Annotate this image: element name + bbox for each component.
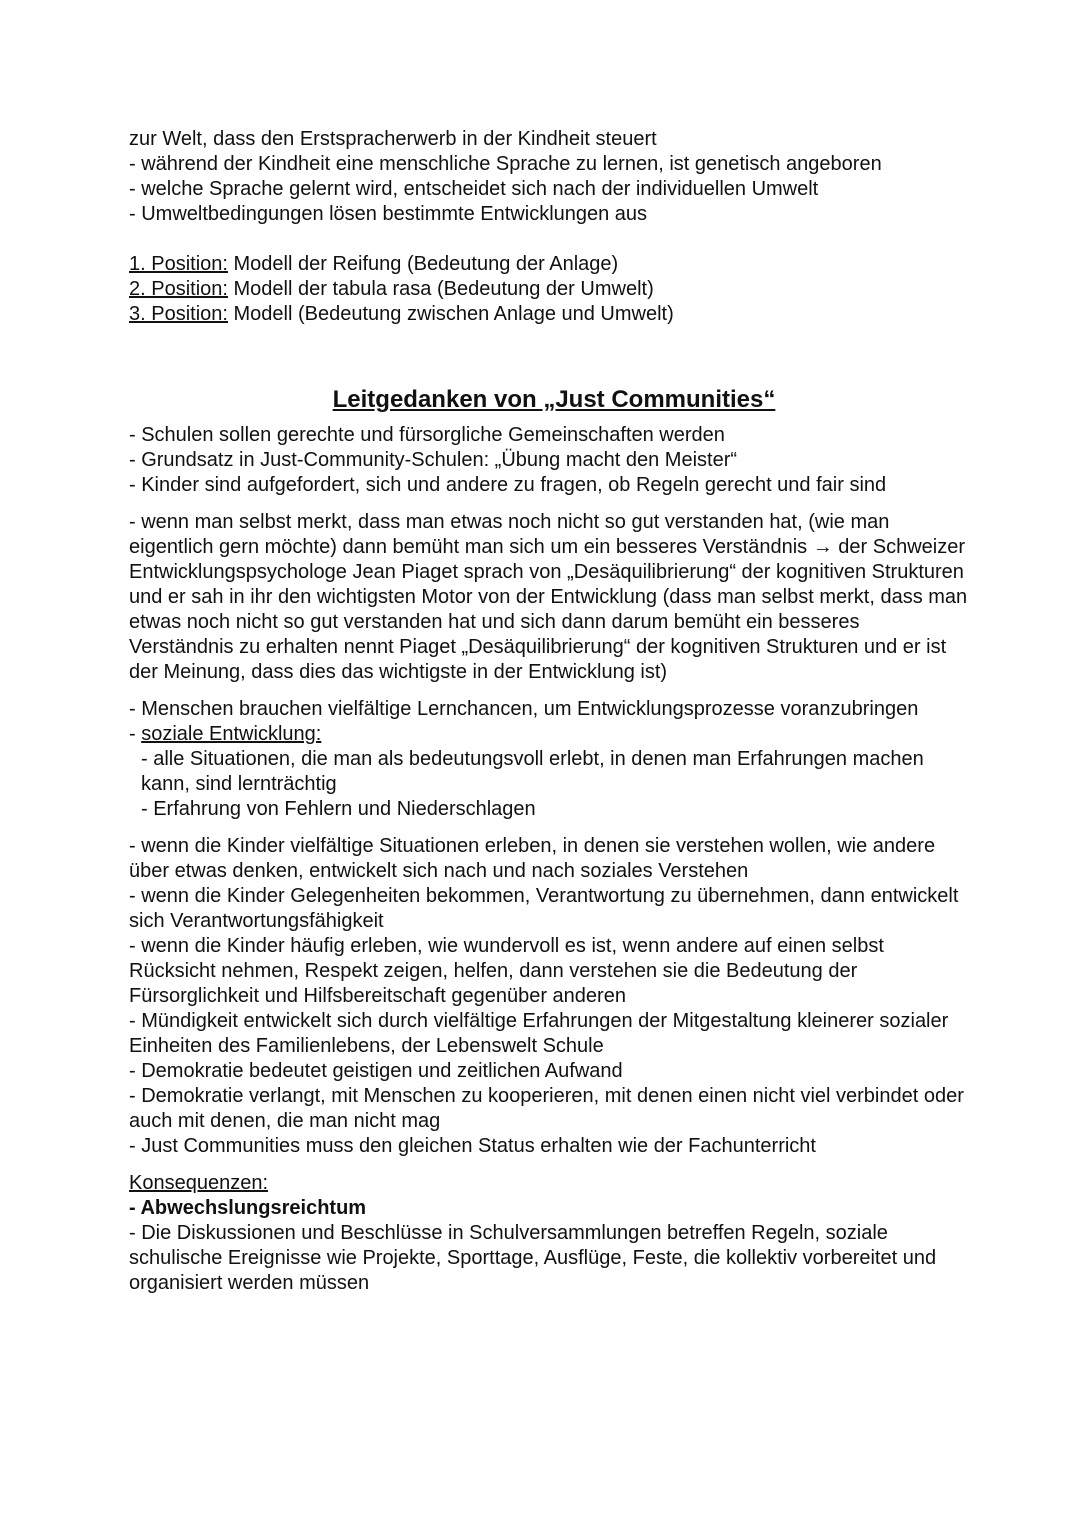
consequences-block: [129, 1171, 969, 1296]
position-text: Modell der tabula rasa (Bedeutung der Umwelt): [227, 278, 654, 300]
social-development-heading: [129, 722, 969, 747]
intro-line: zur Welt, dass den Erstspracherwerb in der Kindheit steuert: [129, 128, 657, 150]
principles-block: [129, 423, 969, 498]
consequences-heading: Konsequenzen:: [129, 1172, 269, 1194]
consequences-text: - Die Diskussionen und Beschlüsse in Schulversammlungen betreffen Regeln, soziale schulische Ereignisse wie Projekte, Sporttage, Ausflüge, Feste, die kollektiv vorbereitet und organisiert werden müssen: [129, 1222, 937, 1294]
principle-item: - Kinder sind aufgefordert, sich und andere zu fragen, ob Regeln gerecht und fair sind: [129, 474, 887, 496]
position-label: 3. Position:: [129, 303, 228, 325]
development-item: - Just Communities muss den gleichen Status erhalten wie der Fachunterricht: [129, 1135, 816, 1157]
position-label: 1. Position:: [129, 253, 228, 275]
learning-block: [129, 697, 969, 822]
position-text: Modell (Bedeutung zwischen Anlage und Umwelt): [227, 303, 674, 325]
position-label: 2. Position:: [129, 278, 228, 300]
document-page: [129, 127, 969, 1296]
intro-line: - während der Kindheit eine menschliche Sprache zu lernen, ist genetisch angeboren: [129, 153, 882, 175]
development-item: - wenn die Kinder häufig erleben, wie wundervoll es ist, wenn andere auf einen selbst Rücksicht nehmen, Respekt zeigen, helfen, dann verstehen sie die Bedeutung der Fürsorglichkeit und Hilfsbereitschaft gegenüber anderen: [129, 935, 884, 1007]
development-item: - Demokratie verlangt, mit Menschen zu kooperieren, mit denen einen nicht viel verbindet oder auch mit denen, die man nicht mag: [129, 1085, 964, 1132]
development-item: - wenn die Kinder vielfältige Situationen erleben, in denen sie verstehen wollen, wie andere über etwas denken, entwickelt sich nach und nach soziales Verstehen: [129, 835, 936, 882]
development-item: - Demokratie bedeutet geistigen und zeitlichen Aufwand: [129, 1060, 623, 1082]
intro-section: [129, 127, 969, 227]
bullet-prefix: -: [129, 723, 142, 745]
section-title: Leitgedanken von „Just Communities“: [332, 386, 776, 413]
consequences-bold-item: - Abwechslungsreichtum: [129, 1197, 367, 1219]
development-item: - wenn die Kinder Gelegenheiten bekommen, Verantwortung zu übernehmen, dann entwickelt sich Verantwortungsfähigkeit: [129, 885, 959, 932]
development-item: - Mündigkeit entwickelt sich durch vielfältige Erfahrungen der Mitgestaltung kleinerer sozialer Einheiten des Familienlebens, der Lebenswelt Schule: [129, 1010, 949, 1057]
learning-item: - Menschen brauchen vielfältige Lernchancen, um Entwicklungsprozesse voranzubringen: [129, 698, 919, 720]
position-text: Modell der Reifung (Bedeutung der Anlage): [227, 253, 619, 275]
piaget-paragraph: - wenn man selbst merkt, dass man etwas noch nicht so gut verstanden hat, (wie man eigentlich gern möchte) dann bemüht man sich um ein besseres Verständnis → der Schweizer Entwicklungspsychologe Jean Piaget sprach von „Desäquilibrierung“ der kognitiven Strukturen und er sah in ihr den wichtigsten Motor von der Entwicklung (dass man selbst merkt, dass man etwas noch nicht so gut verstanden hat und sich dann darum bemüht ein besseres Verständnis zu erhalten nennt Piaget „Desäquilibrierung“ der kognitiven Strukturen und er ist der Meinung, dass dies das wichtigste in der Entwicklung ist): [129, 511, 968, 683]
development-block: [129, 834, 969, 1159]
social-development-label: soziale Entwicklung:: [141, 723, 322, 745]
social-sub-item: - Erfahrung von Fehlern und Niederschlagen: [141, 798, 536, 820]
positions-list: [129, 252, 969, 327]
social-sub-item: - alle Situationen, die man als bedeutungsvoll erlebt, in denen man Erfahrungen machen kann, sind lernträchtig: [141, 748, 924, 795]
position-item: [129, 277, 969, 302]
position-item: [129, 252, 969, 277]
position-item: [129, 302, 969, 327]
principle-item: - Schulen sollen gerechte und fürsorgliche Gemeinschaften werden: [129, 424, 725, 446]
principle-item: - Grundsatz in Just-Community-Schulen: „Übung macht den Meister“: [129, 449, 738, 471]
intro-line: - welche Sprache gelernt wird, entscheidet sich nach der individuellen Umwelt: [129, 178, 819, 200]
intro-line: - Umweltbedingungen lösen bestimmte Entwicklungen aus: [129, 203, 648, 225]
